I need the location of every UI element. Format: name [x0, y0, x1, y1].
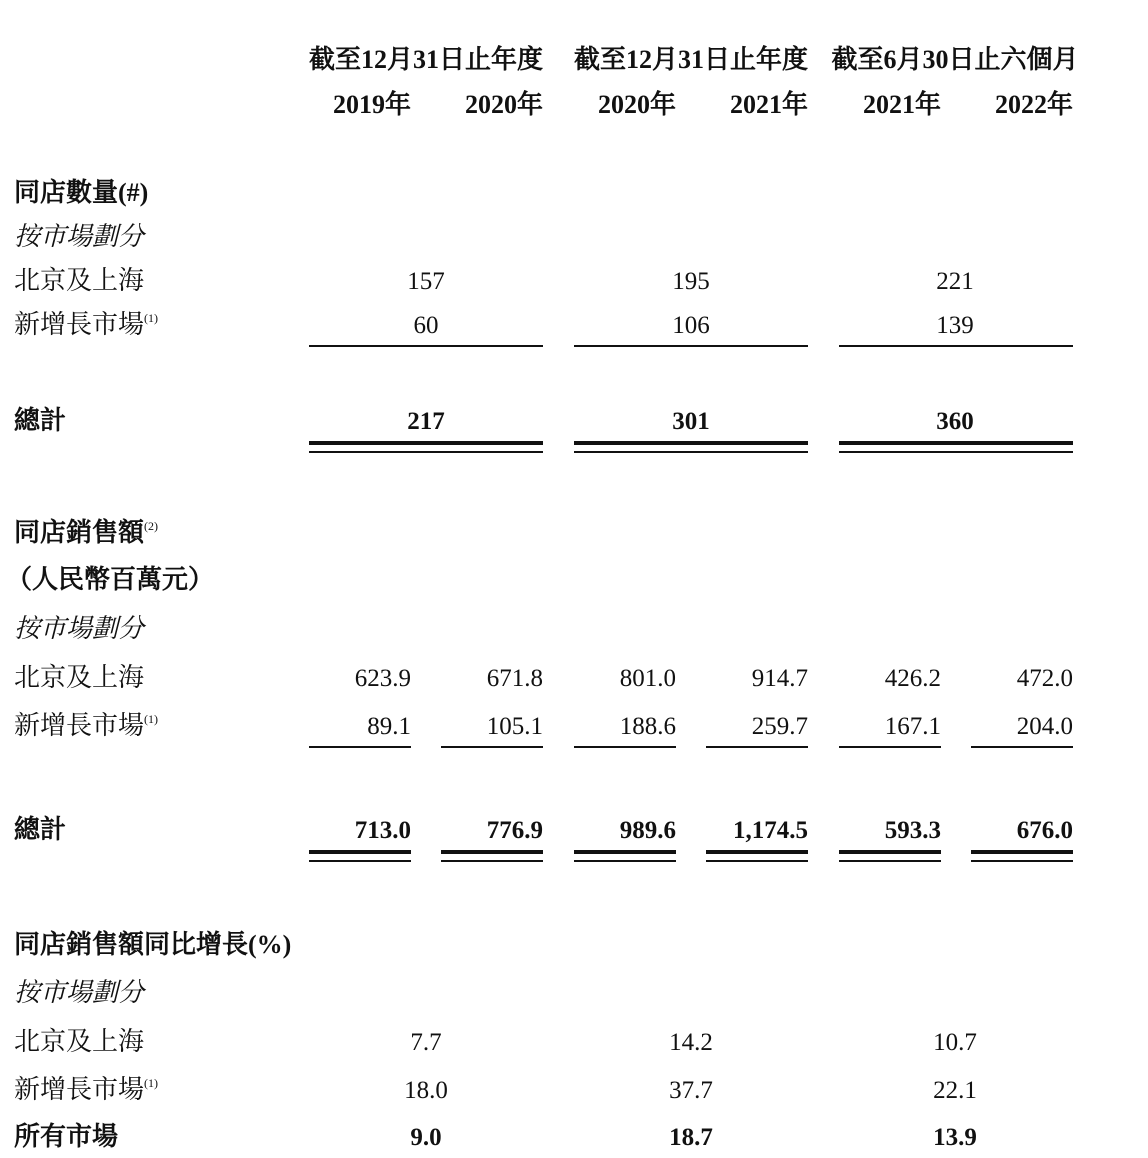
row-label-text: 新增長市場 — [14, 1075, 145, 1104]
table-cell: 221 — [936, 268, 974, 295]
section-subtitle: 按市場劃分 — [14, 222, 145, 251]
year-header: 2021年 — [729, 90, 808, 119]
table-cell: 259.7 — [751, 713, 808, 740]
table-cell: 167.1 — [884, 713, 941, 740]
table-cell: 426.2 — [884, 665, 941, 692]
row-label-beijing-shanghai: 北京及上海 — [14, 1027, 145, 1056]
section-title-sales-growth: 同店銷售額同比增長(%) — [14, 930, 292, 959]
section-subtitle: 按市場劃分 — [14, 978, 145, 1007]
total-cell: 1,174.5 — [733, 817, 808, 844]
total-double-rule — [574, 441, 808, 445]
total-double-rule — [971, 860, 1073, 862]
row-label-beijing-shanghai: 北京及上海 — [14, 663, 145, 692]
row-label-new-growth-markets — [14, 312, 158, 338]
row-label-beijing-shanghai: 北京及上海 — [14, 266, 145, 295]
year-header: 2020年 — [597, 90, 676, 119]
table-cell: 472.0 — [1016, 665, 1073, 692]
section-title-text: 同店銷售額 — [14, 518, 145, 547]
table-cell: 18.0 — [404, 1077, 448, 1104]
total-cell: 13.9 — [933, 1124, 977, 1151]
section-subtitle: 按市場劃分 — [14, 614, 145, 643]
year-header: 2019年 — [332, 90, 411, 119]
row-label-text: 新增長市場 — [14, 310, 145, 339]
total-double-rule — [574, 860, 676, 862]
total-double-rule — [309, 441, 543, 445]
table-cell: 157 — [407, 268, 445, 295]
row-label-total: 總計 — [14, 406, 67, 435]
total-double-rule — [839, 860, 941, 862]
total-double-rule — [706, 850, 808, 854]
total-double-rule — [839, 451, 1073, 453]
total-double-rule — [574, 451, 808, 453]
total-double-rule — [441, 860, 543, 862]
subtotal-rule — [706, 746, 808, 748]
row-label-text: 新增長市場 — [14, 711, 145, 740]
period-header-fy-2019-2020: 截至12月31日止年度 — [308, 45, 544, 74]
row-label-all-markets: 所有市場 — [14, 1122, 119, 1151]
total-cell: 989.6 — [619, 817, 676, 844]
total-cell: 301 — [672, 408, 710, 435]
total-double-rule — [309, 860, 411, 862]
total-double-rule — [441, 850, 543, 854]
table-cell: 801.0 — [619, 665, 676, 692]
year-header: 2020年 — [464, 90, 543, 119]
table-cell: 37.7 — [669, 1077, 713, 1104]
total-cell: 18.7 — [669, 1124, 713, 1151]
period-header-six-months: 截至6月30日止六個月 — [831, 45, 1079, 74]
total-double-rule — [839, 441, 1073, 445]
year-header: 2022年 — [994, 90, 1073, 119]
total-cell: 360 — [936, 408, 974, 435]
year-header: 2021年 — [862, 90, 941, 119]
table-cell: 204.0 — [1016, 713, 1073, 740]
total-cell: 776.9 — [486, 817, 543, 844]
total-cell: 593.3 — [884, 817, 941, 844]
table-cell: 7.7 — [410, 1029, 442, 1056]
total-double-rule — [309, 451, 543, 453]
table-cell: 106 — [672, 312, 710, 339]
table-cell: 671.8 — [486, 665, 543, 692]
footnote-marker: (2) — [144, 519, 159, 533]
total-cell: 713.0 — [354, 817, 411, 844]
table-cell: 89.1 — [367, 713, 411, 740]
section-title-same-store-sales — [14, 520, 158, 546]
subtotal-rule — [971, 746, 1073, 748]
table-cell: 14.2 — [669, 1029, 713, 1056]
footnote-marker: (1) — [144, 1076, 159, 1090]
subtotal-rule — [839, 746, 941, 748]
total-cell: 217 — [407, 408, 445, 435]
total-double-rule — [574, 850, 676, 854]
table-cell: 195 — [672, 268, 710, 295]
subtotal-rule — [839, 345, 1073, 347]
table-cell: 139 — [936, 312, 974, 339]
period-header-fy-2020-2021: 截至12月31日止年度 — [573, 45, 809, 74]
table-cell: 623.9 — [354, 665, 411, 692]
row-label-new-growth-markets — [14, 1077, 158, 1103]
total-double-rule — [706, 860, 808, 862]
subtotal-rule — [574, 345, 808, 347]
table-cell: 105.1 — [486, 713, 543, 740]
total-cell: 676.0 — [1016, 817, 1073, 844]
section-unit: （人民幣百萬元） — [6, 565, 215, 594]
total-cell: 9.0 — [410, 1124, 442, 1151]
subtotal-rule — [309, 746, 411, 748]
row-label-new-growth-markets — [14, 713, 158, 739]
subtotal-rule — [441, 746, 543, 748]
total-double-rule — [971, 850, 1073, 854]
total-double-rule — [309, 850, 411, 854]
table-cell: 188.6 — [619, 713, 676, 740]
subtotal-rule — [574, 746, 676, 748]
table-cell: 914.7 — [751, 665, 808, 692]
row-label-total: 總計 — [14, 815, 67, 844]
table-cell: 60 — [413, 312, 439, 339]
total-double-rule — [839, 850, 941, 854]
table-cell: 22.1 — [933, 1077, 977, 1104]
subtotal-rule — [309, 345, 543, 347]
footnote-marker: (1) — [144, 311, 159, 325]
section-title-store-count: 同店數量(#) — [14, 178, 149, 207]
footnote-marker: (1) — [144, 712, 159, 726]
table-cell: 10.7 — [933, 1029, 977, 1056]
